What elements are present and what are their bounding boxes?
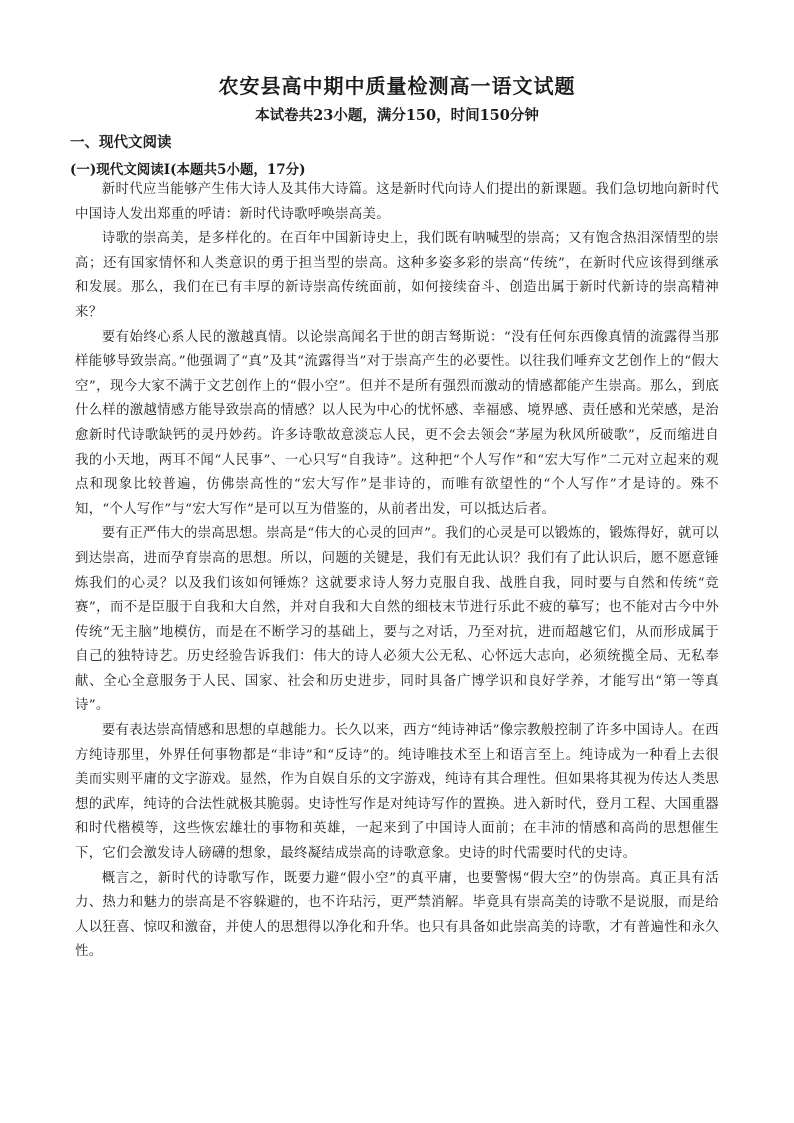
passage-paragraph-1: 新时代应当能够产生伟大诗人及其伟大诗篇。这是新时代向诗人们提出的新课题。我们急切地向新时代中国诗人发出郑重的呼请：新时代诗歌呼唤崇高美。: [75, 182, 719, 222]
passage-paragraph-5: 要有表达崇高情感和思想的卓越能力。长久以来，西方“纯诗神话”像宗教般控制了许多中国诗人。在西方纯诗那里，外界任何事物都是“非诗”和“反诗”的。纯诗唯技术至上和语言至上。纯诗成为一种看上去很美而实则平庸的文字游戏。显然，作为自娱自乐的文字游戏，纯诗有其合理性。但如果将其视为传达人类思想的武库，纯诗的合法性就极其脆弱。史诗性写作是对纯诗写作的置换。进入新时代，登月工程、大国重器和时代楷模等，这些恢宏雄壮的事物和英雄，一起来到了中国诗人面前；在丰沛的情感和高尚的思想催生下，它们会激发诗人磅礴的想象，最终凝结成崇高的诗歌意象。史诗的时代需要时代的史诗。: [75, 723, 719, 862]
passage-paragraph-4: 要有正严伟大的崇高思想。崇高是“伟大的心灵的回声”。我们的心灵是可以锻炼的，锻炼得好，就可以到达崇高，进而孕育崇高的思想。所以，问题的关键是，我们有无此认识？我们有了此认识后，愿不愿意锤炼我们的心灵？以及我们该如何锤炼？这就要求诗人努力克服自我、战胜自我，同时要与自然和传统“竞赛”，而不是臣服于自我和大自然，并对自我和大自然的细枝末节进行乐此不疲的摹写；也不能对古今中外传统“无主脑”地模仿，而是在不断学习的基础上，要与之对话，乃至对抗，进而超越它们，从而形成属于自己的独特诗艺。历史经验告诉我们：伟大的诗人必须大公无私、心怀远大志向，必须统揽全局、无私奉献、全心全意服务于人民、国家、社会和历史进步，同时具备广博学识和良好学养，才能写出“第一等真诗”。: [75, 526, 719, 714]
document-title: 农安县高中期中质量检测高一语文试题: [218, 74, 576, 98]
passage-paragraph-2: 诗歌的崇高美，是多样化的。在百年中国新诗史上，我们既有呐喊型的崇高；又有饱含热泪深情型的崇高；还有国家情怀和人类意识的勇于担当型的崇高。这种多姿多彩的崇高“传统”，在新时代应该得到继承和发展。那么，我们在已有丰厚的新诗崇高传统面前，如何接续奋斗、创造出属于新时代新诗的崇高精神来？: [75, 231, 719, 320]
section-heading: 一、现代文阅读: [70, 134, 172, 151]
passage-paragraph-6: 概言之，新时代的诗歌写作，既要力避“假小空”的真平庸，也要警惕“假大空”的伪崇高。真正具有活力、热力和魅力的崇高是不容躲避的，也不许玷污，更严禁消解。毕竟具有崇高美的诗歌不是说服，而是给人以狂喜、惊叹和激奋，并使人的思想得以净化和升华。也只有具备如此崇高美的诗歌，才有普遍性和永久性。: [75, 870, 719, 960]
document-subtitle: 本试卷共23小题，满分150，时间150分钟: [255, 107, 539, 124]
passage-paragraph-3: 要有始终心系人民的激越真情。以论崇高闻名于世的朗吉驽斯说：“没有任何东西像真情的流露得当那样能够导致崇高。”他强调了“真”及其“流露得当”对于崇高产生的必要性。以往我们唾弃文艺创作上的“假大空”，现今大家不满于文艺创作上的“假小空”。但并不是所有强烈而激动的情感都能产生崇高。那么，到底什么样的激越情感方能导致崇高的情感？以人民为中心的忧怀感、幸福感、境界感、责任感和光荣感，是治愈新时代诗歌缺钙的灵丹妙药。许多诗歌故意淡忘人民，更不会去领会“茅屋为秋风所破歌”，反而缩进自我的小天地，两耳不闻“人民事”、一心只写“自我诗”。这种把“个人写作”和“宏大写作”二元对立起来的观点和现象比较普遍，仿佛崇高性的“宏大写作”是非诗的，而唯有欲望性的“个人写作”才是诗的。殊不知，“个人写作”与“宏大写作”是可以互为借鉴的，从前者出发，可以抵达后者。: [75, 329, 719, 517]
reading-passage: [75, 178, 719, 965]
sub-heading: (一)现代文阅读Ⅰ(本题共5小题，17分): [70, 162, 306, 178]
